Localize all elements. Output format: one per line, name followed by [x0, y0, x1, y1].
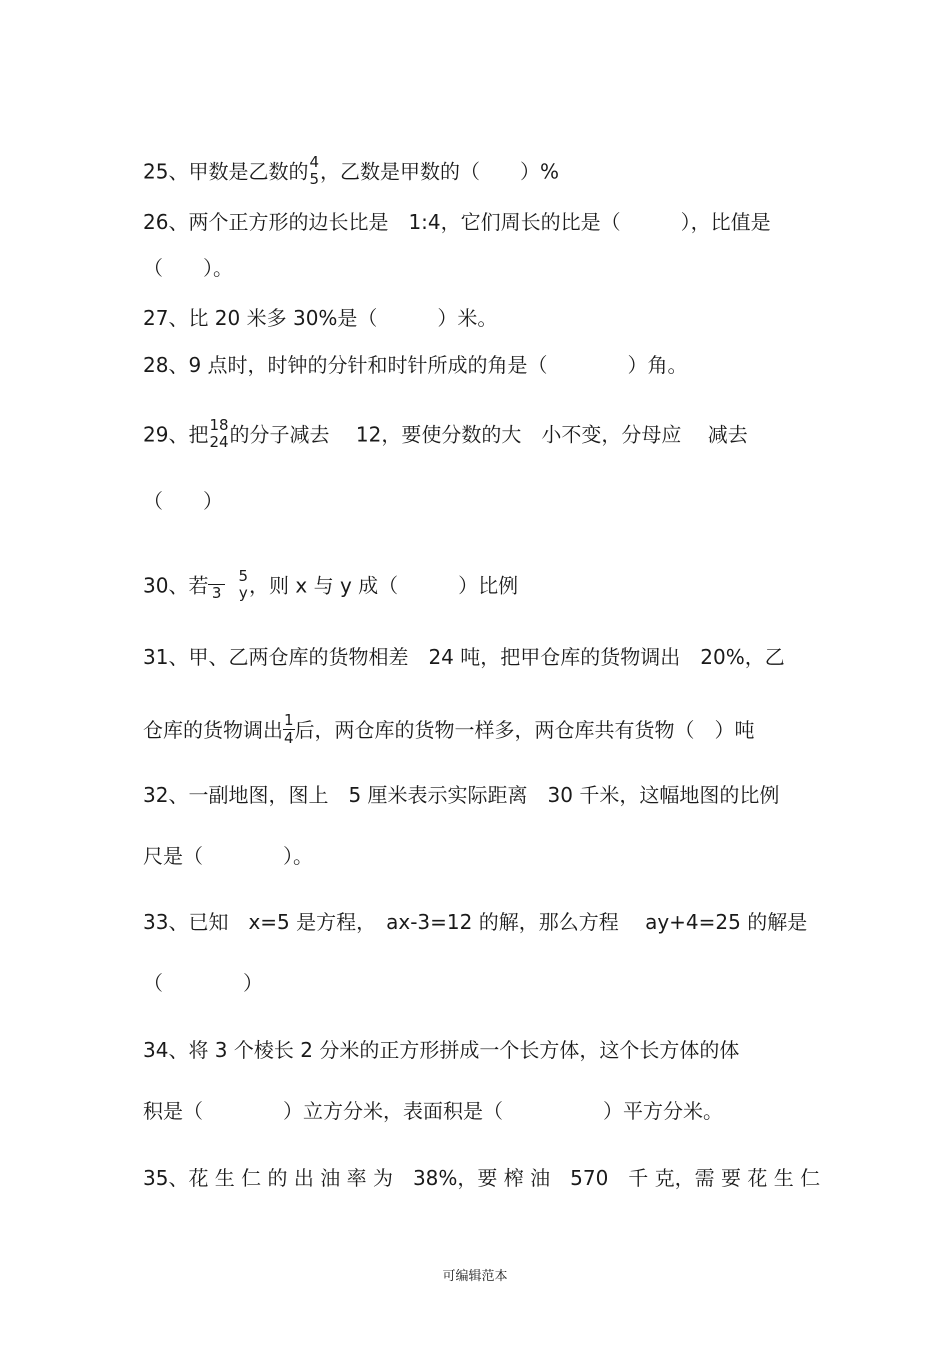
fraction-numerator: [208, 569, 224, 585]
question-29-suffix: 的分子减去 12，要使分数的大 小不变，分母应 减去: [229, 422, 748, 447]
question-31-suffix: 后，两仓库的货物一样多，两仓库共有货物（ ）吨: [294, 718, 755, 742]
fraction-numerator: 1: [284, 711, 294, 729]
question-25-prefix: 25、甲数是乙数的: [143, 159, 309, 184]
fraction-4-5: [308, 154, 320, 188]
question-31-line-1: 31、甲、乙两仓库的货物相差 24 吨，把甲仓库的货物调出 20%，乙: [143, 645, 785, 669]
question-26-line-1: 26、两个正方形的边长比是 1:4，它们周长的比是（ ），比值是: [143, 210, 771, 234]
question-34-line-2: 积是（ ）立方分米，表面积是（ ）平方分米。: [143, 1099, 723, 1123]
question-28: 28、9 点时，时钟的分针和时针所成的角是（ ）角。: [143, 353, 688, 377]
question-29-line-2: （ ）: [143, 489, 223, 513]
question-25: [143, 153, 560, 188]
question-27: 27、比 20 米多 30%是（ ）米。: [143, 306, 498, 330]
fraction-denominator: 5: [309, 170, 319, 188]
question-35-line-1: 35、花 生 仁 的 出 油 率 为 38%，要 榨 油 570 千 克，需 要 花 生 仁: [143, 1166, 821, 1190]
question-31-line-2: [143, 711, 755, 747]
fraction-numerator: 5: [238, 567, 249, 585]
page-footer: 可编辑范本: [442, 1269, 508, 1284]
fraction-denominator: y: [238, 584, 248, 602]
fraction-numerator: 4: [309, 153, 319, 171]
fraction-5-y: [237, 568, 249, 602]
question-29-prefix: 29、把: [143, 422, 209, 447]
question-33-line-1: 33、已知 x=5 是方程， ax-3=12 的解，那么方程 ay+4=25 的解是: [143, 910, 808, 934]
question-34-line-1: 34、将 3 个棱长 2 分米的正方形拼成一个长方体，这个长方体的体: [143, 1038, 740, 1062]
question-30: [143, 567, 519, 602]
fraction-denominator: 3: [211, 583, 222, 602]
question-33-line-2: （ ）: [143, 971, 263, 995]
fraction-denominator: 4: [284, 729, 294, 747]
question-32-line-1: 32、一副地图，图上 5 厘米表示实际距离 30 千米，这幅地图的比例: [143, 783, 780, 807]
question-26-line-2: （ ）。: [143, 256, 233, 280]
fraction-18-24: [208, 417, 229, 451]
fraction-blank-3: [208, 569, 224, 602]
fraction-denominator: 24: [209, 433, 229, 451]
fraction-numerator: 18: [209, 416, 229, 434]
question-29-line-1: [143, 416, 748, 451]
fraction-1-4: [283, 712, 295, 747]
question-30-suffix: ，则 x 与 y 成（ ）比例: [249, 573, 519, 598]
question-32-line-2: 尺是（ ）。: [143, 844, 313, 868]
question-30-prefix: 30、若: [143, 573, 209, 598]
question-31-prefix: 仓库的货物调出: [143, 718, 283, 742]
question-25-suffix: ，乙数是甲数的（ ）%: [320, 159, 560, 184]
